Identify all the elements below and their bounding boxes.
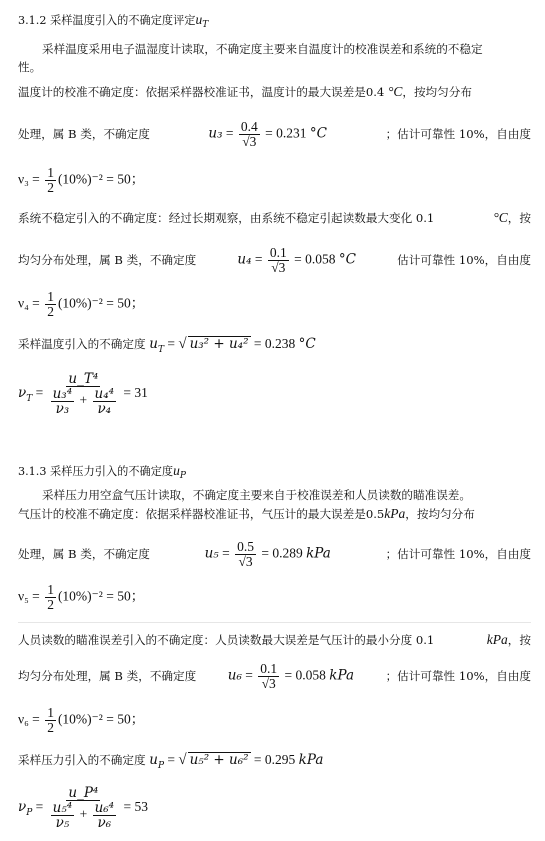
section-title: 采样温度引入的不确定度评定 (50, 14, 196, 27)
u5-equation: u₅ = $\frac{0.5}{√3}$ = 0.289 kPa (204, 539, 331, 569)
text: ；估计可靠性 10%，自由度 (385, 127, 531, 141)
press-calib-line: 气压计的校准不确定度：依据采样器校准证书，气压计的最大误差是0.5kPa，按均匀分布 (18, 506, 475, 521)
section-heading-3-1-2 (18, 12, 531, 31)
u3-symbol: u₃ (208, 125, 223, 142)
text: 均匀分布处理，属 B 类，不确定度 (18, 669, 197, 683)
text: 系统不稳定引入的不确定度：经过长期观察，由系统不稳定引起读数最大变化 0.1 (18, 210, 435, 225)
text: 气压计的校准不确定度：依据采样器校准证书，气压计的最大误差是0.5 (18, 507, 385, 521)
read-line: 人员读数的瞄准误差引入的不确定度：人员读数最大误差是气压计的最小分度 0.1 kPa，按 (18, 632, 531, 647)
text: 均匀分布处理，属 B 类，不确定度 (18, 253, 197, 267)
text: ；估计可靠性 10%，自由度 (385, 547, 531, 561)
vP-fraction: u_P⁴ $\frac{\text{u₅⁴}}{\text{ν₅}}$ + $\frac{\text{u₆⁴}}{\text{ν₆}}$ (52, 785, 115, 831)
text: ，按均匀分布 (402, 85, 472, 99)
text: 处理，属 B 类，不确定度 (18, 127, 150, 141)
text: 温度计的校准不确定度：依据采样器校准证书，温度计的最大误差是0.4 (18, 85, 385, 99)
text: 估计可靠性 10%，自由度 (397, 253, 531, 267)
section-number: 3.1.3 (18, 465, 47, 478)
unit: °C (387, 84, 403, 99)
section-number: 3.1.2 (18, 14, 47, 27)
v6-line: ν₆ = $\frac{1}{2}$ (10%)⁻² = 50； (18, 705, 145, 735)
temp-intro-line1: 采样温度采用电子温湿度计读取，不确定度主要来自温度计的校准误差和系统的不稳定 (42, 42, 483, 56)
sys-line: 系统不稳定引入的不确定度：经过长期观察，由系统不稳定引起读数最大变化 0.1 °C，按 (18, 210, 531, 225)
text: 人员读数的瞄准误差引入的不确定度：人员读数最大误差是气压计的最小分度 0.1 (18, 632, 435, 647)
v5-line: ν₅ = $\frac{1}{2}$ (10%)⁻² = 50； (18, 582, 145, 612)
u3-equation: u₃ = $\frac{0.4}{√3}$ = 0.231 °C (208, 119, 327, 149)
v4-line: ν₄ = $\frac{1}{2}$ (10%)⁻² = 50； (18, 289, 145, 319)
u5-line (18, 540, 531, 569)
u6-equation: u₆ = $\frac{0.1}{√3}$ = 0.058 kPa (227, 661, 354, 691)
press-intro: 采样压力用空盒气压计读取，不确定度主要来自于校准误差和人员读数的瞄准误差。 (42, 488, 471, 502)
u3-fraction: $\frac{0.4}{√3}$ (240, 119, 258, 149)
divider (18, 622, 531, 623)
u4-fraction: $\frac{0.1}{√3}$ (269, 245, 287, 275)
temp-intro-line2: 性。 (18, 60, 42, 74)
u6-line (18, 662, 531, 691)
uT-line: 采样温度引入的不确定度 $u_T$ = √ u₃² + u₄² = 0.238 °C (18, 336, 316, 355)
text: ；估计可靠性 10%，自由度 (385, 669, 531, 683)
half-fraction: $\frac{1}{2}$ (47, 165, 54, 195)
vT-line: $\nu_T$ = u_T⁴ $\frac{\text{u₃⁴}}{\text{ν₃}}$ + $\frac{\text{u₄⁴}}{\text{ν₄}}$ = 31 (18, 371, 148, 417)
section-heading-3-1-3: 3.1.3 采样压力引入的不确定度$u_P$ (18, 463, 186, 482)
section-title: 采样压力引入的不确定度 (50, 465, 174, 478)
text: 采样温度引入的不确定度 (18, 337, 146, 351)
u4-equation: u₄ = $\frac{0.1}{√3}$ = 0.058 °C (237, 245, 356, 275)
temp-calib-line (18, 84, 531, 100)
v3-line: ν₃ = $\frac{1}{2}$ (10%)⁻² = 50； (18, 165, 145, 195)
vP-line: $\nu_P$ = u_P⁴ $\frac{\text{u₅⁴}}{\text{ν₅}}$ + $\frac{\text{u₆⁴}}{\text{ν₆}}$ = 53 (18, 785, 148, 831)
u4-line (18, 246, 531, 275)
symbol-subscript: T (202, 20, 209, 31)
u3-line (18, 120, 531, 149)
symbol-base: u (195, 12, 203, 27)
vT-fraction: u_T⁴ $\frac{\text{u₃⁴}}{\text{ν₃}}$ + $\frac{\text{u₄⁴}}{\text{ν₄}}$ (52, 371, 115, 417)
text: 采样压力引入的不确定度 (18, 753, 146, 767)
text: 处理，属 B 类，不确定度 (18, 547, 150, 561)
uP-line: 采样压力引入的不确定度 $u_P$ = √ u₅² + u₆² = 0.295 kPa (18, 752, 324, 771)
